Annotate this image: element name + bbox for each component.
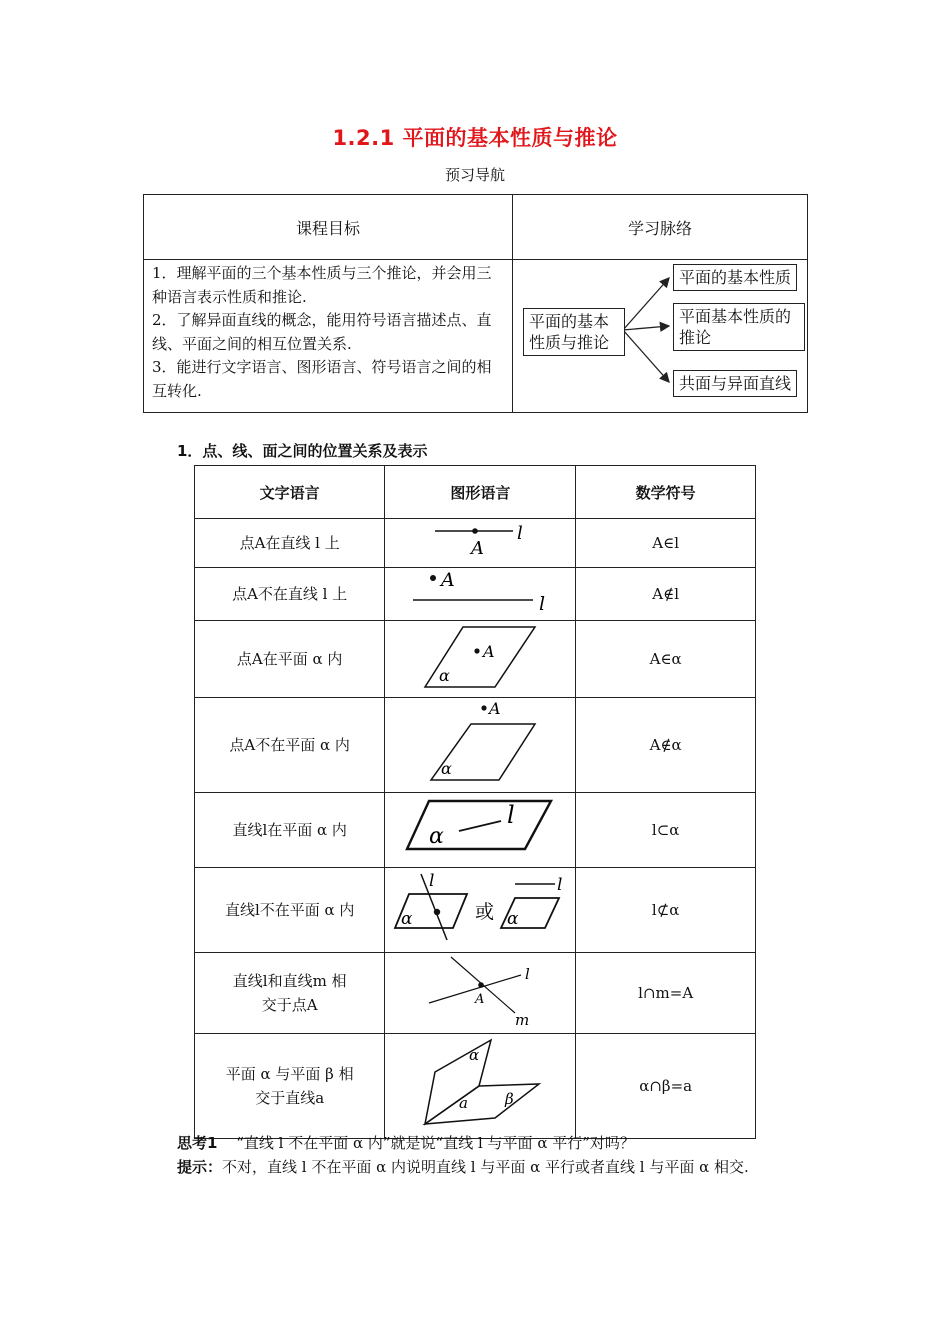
text-language-text: 平面 α 与平面 β 相交于直线a [225, 1065, 354, 1107]
table-row [195, 1034, 756, 1139]
page-title: 1.2.1 平面的基本性质与推论 [332, 126, 618, 150]
label-A: A [475, 992, 485, 1007]
label-alpha: α [429, 824, 445, 849]
symbol-cell: l∩m=A [576, 953, 756, 1034]
figure-point-off-line [385, 568, 576, 621]
figure-line-not-in-plane [385, 868, 576, 953]
table-row [195, 519, 756, 568]
label-m: m [515, 1011, 530, 1029]
goal-item: 1．理解平面的三个基本性质与三个推论，并会用三种语言表示性质和推论. [152, 264, 492, 306]
table-row [195, 868, 756, 953]
text-language-cell: 点A在直线 l 上 [195, 519, 385, 568]
label-beta: β [505, 1090, 515, 1108]
label-A: A [441, 569, 456, 591]
text-language-cell: 点A不在平面 α 内 [195, 698, 385, 793]
hint-text: 不对，直线 l 不在平面 α 内说明直线 l 与平面 α 平行或者直线 l 与平面 α 相交. [222, 1158, 749, 1176]
text-language-cell: 直线l不在平面 α 内 [195, 868, 385, 953]
label-l: l [557, 875, 563, 895]
label-l: l [507, 801, 516, 829]
label-A: A [483, 642, 495, 661]
hint-label: 提示： [177, 1158, 223, 1176]
hint-answer [145, 1154, 810, 1181]
figure-point-in-plane [385, 621, 576, 698]
goal-item: 3．能进行文字语言、图形语言、符号语言之间的相互转化. [152, 358, 492, 400]
column-header: 图形语言 [385, 466, 576, 519]
label-A: A [489, 699, 501, 718]
label-a: a [459, 1094, 469, 1112]
relations-table [194, 465, 756, 1139]
table-row [195, 698, 756, 793]
map-branch-box: 平面的基本性质 [673, 264, 797, 291]
label-alpha: α [441, 759, 453, 778]
text-language-text: 直线l和直线m 相交于点A [232, 972, 347, 1014]
figure-point-off-plane [385, 698, 576, 793]
map-branch-box: 共面与异面直线 [673, 370, 797, 397]
table-row [195, 568, 756, 621]
symbol-cell: A∈α [576, 621, 756, 698]
label-l: l [525, 965, 531, 983]
figure-planes-intersect [385, 1034, 576, 1139]
table-row [195, 793, 756, 868]
symbol-cell: A∉l [576, 568, 756, 621]
learning-map-header: 学习脉络 [513, 195, 808, 260]
symbol-cell: A∉α [576, 698, 756, 793]
learning-map-cell [513, 260, 808, 413]
label-l: l [539, 593, 546, 615]
symbol-cell: l⊂α [576, 793, 756, 868]
label-alpha: α [439, 666, 451, 685]
course-goals-cell [144, 260, 513, 413]
label-or: 或 [475, 901, 495, 923]
course-goals-header: 课程目标 [144, 195, 513, 260]
map-branch-box: 平面基本性质的推论 [673, 303, 805, 351]
symbol-cell: l⊄α [576, 868, 756, 953]
map-root-box: 平面的基本性质与推论 [523, 308, 625, 356]
text-language-cell: 点A不在直线 l 上 [195, 568, 385, 621]
column-header: 数学符号 [576, 466, 756, 519]
symbol-cell: α∩β=a [576, 1034, 756, 1139]
think-question [177, 1132, 635, 1153]
think-label: 思考1 [177, 1134, 218, 1152]
column-header: 文字语言 [195, 466, 385, 519]
label-A: A [471, 538, 485, 559]
think-text: “直线 l 不在平面 α 内”就是说“直线 l 与平面 α 平行”对吗？ [236, 1134, 635, 1152]
figure-line-in-plane [385, 793, 576, 868]
section-heading: 1．点、线、面之间的位置关系及表示 [177, 442, 428, 460]
figure-point-on-line [385, 519, 576, 568]
label-alpha: α [469, 1046, 480, 1064]
table-row [195, 953, 756, 1034]
text-language-cell: 点A在平面 α 内 [195, 621, 385, 698]
text-language-cell: 直线l在平面 α 内 [195, 793, 385, 868]
label-alpha: α [507, 909, 519, 929]
table-row [195, 621, 756, 698]
label-l: l [429, 871, 435, 891]
goal-item: 2．了解异面直线的概念，能用符号语言描述点、直线、平面之间的相互位置关系. [152, 311, 492, 353]
figure-lines-intersect [385, 953, 576, 1034]
preview-guide-label: 预习导航 [444, 166, 505, 184]
preview-guide-table [143, 194, 808, 413]
text-language-cell [195, 953, 385, 1034]
label-l: l [517, 523, 524, 544]
text-language-cell [195, 1034, 385, 1139]
symbol-cell: A∈l [576, 519, 756, 568]
label-alpha: α [401, 909, 413, 929]
